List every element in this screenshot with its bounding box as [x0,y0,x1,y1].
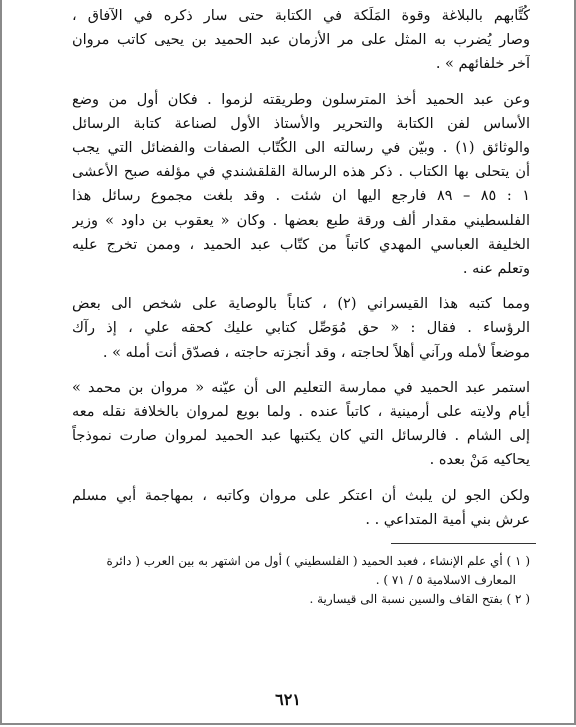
text-line: آخر خلفائهم » . [435,56,530,73]
text-line: الفلسطيني مقدار ألف ورقة طبع بعضها . وكان « يعقوب بن داود » وزير [72,212,530,229]
footnote-separator [391,543,536,544]
text-line: الرؤساء . فقال : « حق مُوَصِّل كتابي عليك كحقه علي ، إذ رآك [72,320,530,337]
footnote-1-line-1: ( ١ ) أي علم الإنشاء ، فعبد الحميد ( الفلسطيني ) أول من اشتهر به بين العرب ( دائرة [106,554,530,569]
text-line: الأساس لفن الكتابة والتحرير والأستاذ الأول لصناعة كتابة الرسائل [72,115,530,132]
text-line: يحاكيه مَنْ بعده . [429,452,530,469]
page-body [72,4,530,609]
footnote-1-line-2: المعارف الاسلامية ٥ / ٧١ ) . [375,573,516,588]
text-line: ١ : ٨٥ – ٨٩ فارجع اليها ان شئت . وقد بلغت مجموع رسائل هذا [72,188,530,205]
text-line: وصار يُضرب به المثل على مر الأزمان عبد الحميد بن يحيى كاتب مروان [72,32,530,49]
text-line: ولكن الجو لن يلبث أن اعتكر على مروان وكاتبه ، بمهاجمة أبي مسلم [72,487,530,504]
text-line: أن يتحلى بها الكتاب . ذكر هذه الرسالة القلقشندي في مؤلفه صبح الأعشى [72,164,530,181]
text-line: الخليفة العباسي المهدي كاتباً من كتّاب عبد الحميد ، وممن تخرج عليه [72,236,530,253]
text-line: والوثائق (١) . وبيّن في رسالته الى الكُتّاب الصفات والفضائل التي يجب [72,140,530,157]
text-line: وعن عبد الحميد أخذ المترسلون وطريقته لزموا . فكان أول من وضع [72,91,530,108]
text-line: ومما كتبه هذا القيسراني (٢) ، كتاباً بالوصاية على شخص الى بعض [72,296,530,313]
text-line: عرش بني أمية المتداعي . . [365,511,530,528]
text-line: موضعاً لأمله ورآني أهلاً لحاجته ، وقد أنجزته حاجته ، فصدّق أنت أمله » . [102,344,530,361]
footnote-2: ( ٢ ) بفتح القاف والسين نسبة الى قيسارية . [309,592,530,607]
footnotes [72,552,530,609]
paragraph-1 [72,4,530,77]
paragraph-3 [72,292,530,365]
text-line: وتعلم عنه . [462,261,530,278]
paragraph-2 [72,88,530,282]
text-line: أيام ولايته على أرمينية ، كاتباً عنده . ولما بويع لمروان بالخلافة نقله معه [72,404,530,421]
text-line: استمر عبد الحميد في ممارسة التعليم الى أن عيّنه « مروان بن محمد » [72,379,530,396]
text-line: إلى الشام . فالرسائل التي كان يكتبها عبد الحميد لمروان صارت نموذجاً [72,428,530,445]
page-number: ٦٢١ [275,690,301,709]
text-line: كُتَّابهم بالبلاغة وقوة المَلَكة في الكتابة حتى سار ذكره في الآفاق ، [72,8,530,24]
paragraph-5 [72,484,530,532]
paragraph-4 [72,376,530,473]
